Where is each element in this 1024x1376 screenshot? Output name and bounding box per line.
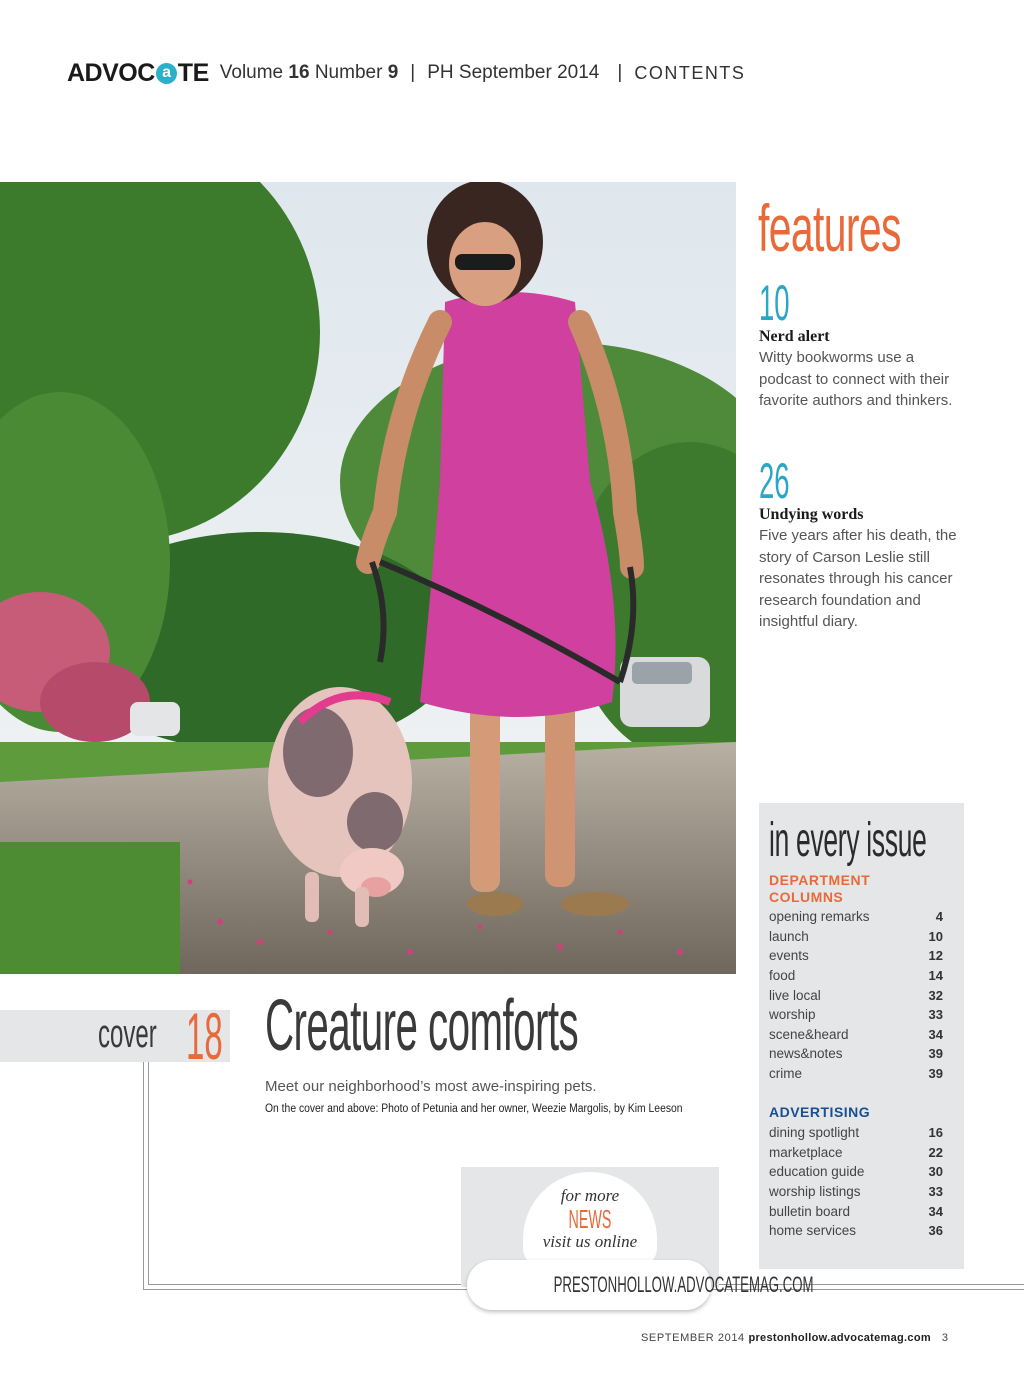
cover-page-number: 18 bbox=[186, 999, 223, 1073]
feature-item[interactable] bbox=[759, 453, 959, 633]
feature-headline[interactable]: Nerd alert bbox=[759, 328, 830, 345]
list-item-page: 12 bbox=[928, 948, 943, 964]
list-item-page: 4 bbox=[935, 909, 943, 925]
website-url-text[interactable]: PRESTONHOLLOW.ADVOCATEMAG.COM bbox=[553, 1272, 814, 1297]
list-item[interactable] bbox=[769, 1044, 943, 1064]
list-item-page: 32 bbox=[928, 987, 943, 1003]
promo-news: NEWS bbox=[568, 1204, 612, 1234]
volume-info bbox=[220, 62, 399, 84]
advocate-logo bbox=[67, 59, 209, 88]
list-item-label: events bbox=[769, 948, 809, 964]
footer-site[interactable]: prestonhollow.advocatemag.com bbox=[748, 1332, 931, 1344]
website-url[interactable] bbox=[467, 1272, 814, 1298]
list-item[interactable] bbox=[769, 927, 943, 947]
department-columns-heading: DEPARTMENT COLUMNS bbox=[769, 872, 871, 905]
list-item-label: bulletin board bbox=[769, 1203, 851, 1219]
list-item[interactable] bbox=[769, 1201, 943, 1221]
cover-label: cover bbox=[98, 1012, 157, 1056]
logo-text-start: ADVOC bbox=[67, 58, 155, 87]
cover-photo-illustration bbox=[0, 182, 736, 974]
promo-visit-online: visit us online bbox=[542, 1232, 638, 1251]
list-item-label: worship listings bbox=[769, 1184, 861, 1200]
list-item-page: 34 bbox=[928, 1203, 943, 1219]
advertising-list bbox=[769, 1123, 943, 1241]
list-item-label: home services bbox=[769, 1223, 857, 1239]
issue-date: September 2014 bbox=[458, 62, 600, 83]
department-list bbox=[769, 907, 943, 1083]
cover-photo bbox=[0, 182, 736, 974]
list-item-page: 39 bbox=[928, 1046, 943, 1062]
list-item[interactable] bbox=[769, 1162, 943, 1182]
cover-story-title[interactable]: Creature comforts bbox=[265, 986, 579, 1066]
number-label: Number bbox=[314, 62, 383, 83]
logo-text-end: TE bbox=[177, 58, 209, 87]
page-number: 3 bbox=[941, 1332, 949, 1344]
header-separator: | bbox=[617, 62, 623, 83]
advertising-heading: ADVERTISING bbox=[769, 1104, 871, 1120]
list-item[interactable] bbox=[769, 1123, 943, 1143]
list-item-label: scene&heard bbox=[769, 1026, 849, 1042]
list-item-label: worship bbox=[769, 1007, 816, 1023]
features-heading: features bbox=[758, 191, 901, 265]
volume-number: 16 bbox=[288, 62, 310, 83]
page-footer bbox=[641, 1332, 949, 1344]
list-item-label: live local bbox=[769, 987, 821, 1003]
list-item[interactable] bbox=[769, 1221, 943, 1241]
list-item-label: launch bbox=[769, 928, 809, 944]
feature-headline[interactable]: Undying words bbox=[759, 506, 864, 523]
promo-line-for-more: for more bbox=[560, 1186, 620, 1205]
list-item[interactable] bbox=[769, 1025, 943, 1045]
footer-date: SEPTEMBER 2014 bbox=[641, 1332, 745, 1344]
in-every-issue-heading: in every issue bbox=[769, 814, 927, 867]
feature-page-number: 10 bbox=[759, 275, 790, 331]
list-item-page: 10 bbox=[928, 928, 943, 944]
edition-code: PH bbox=[427, 62, 454, 83]
edition-date bbox=[427, 62, 599, 84]
section-title: CONTENTS bbox=[634, 62, 746, 83]
frame-line bbox=[143, 1289, 467, 1290]
cover-story-subtitle: Meet our neighborhood’s most awe-inspiring pets. bbox=[265, 1078, 597, 1095]
list-item-page: 30 bbox=[928, 1164, 943, 1180]
list-item-label: education guide bbox=[769, 1164, 865, 1180]
list-item[interactable] bbox=[769, 1005, 943, 1025]
frame-line bbox=[148, 1284, 467, 1285]
list-item[interactable] bbox=[769, 946, 943, 966]
list-item-label: opening remarks bbox=[769, 909, 870, 925]
in-every-issue-panel bbox=[759, 803, 964, 1269]
frame-line bbox=[148, 1062, 149, 1285]
feature-description: Five years after his death, the story of Carson Leslie still resonates through his cancer research foundation and insightful diary. bbox=[759, 527, 957, 630]
list-item-label: news&notes bbox=[769, 1046, 843, 1062]
logo-at-symbol: a bbox=[156, 63, 177, 84]
list-item[interactable] bbox=[769, 907, 943, 927]
list-item[interactable] bbox=[769, 1143, 943, 1163]
list-item-page: 16 bbox=[928, 1125, 943, 1141]
list-item-page: 34 bbox=[928, 1026, 943, 1042]
list-item[interactable] bbox=[769, 966, 943, 986]
header-separator: | bbox=[410, 62, 416, 83]
feature-item[interactable] bbox=[759, 275, 959, 412]
masthead bbox=[67, 58, 745, 88]
issue-number: 9 bbox=[387, 62, 399, 83]
frame-line bbox=[143, 1062, 144, 1290]
list-item-page: 33 bbox=[928, 1184, 943, 1200]
volume-label: Volume bbox=[219, 62, 284, 83]
feature-description: Witty bookworms use a podcast to connect with their favorite authors and thinkers. bbox=[759, 349, 953, 409]
list-item[interactable] bbox=[769, 1064, 943, 1084]
list-item-page: 22 bbox=[928, 1144, 943, 1160]
list-item-label: dining spotlight bbox=[769, 1125, 860, 1141]
list-item-page: 33 bbox=[928, 1007, 943, 1023]
list-item-page: 39 bbox=[928, 1066, 943, 1082]
photo-credit: On the cover and above: Photo of Petunia and her owner, Weezie Margolis, by Kim Leeson bbox=[265, 1103, 683, 1115]
list-item-page: 14 bbox=[928, 968, 943, 984]
list-item-label: marketplace bbox=[769, 1144, 843, 1160]
list-item-label: crime bbox=[769, 1066, 802, 1082]
list-item-label: food bbox=[769, 968, 796, 984]
list-item[interactable] bbox=[769, 985, 943, 1005]
list-item[interactable] bbox=[769, 1182, 943, 1202]
list-item-page: 36 bbox=[928, 1223, 943, 1239]
feature-page-number: 26 bbox=[759, 453, 790, 509]
